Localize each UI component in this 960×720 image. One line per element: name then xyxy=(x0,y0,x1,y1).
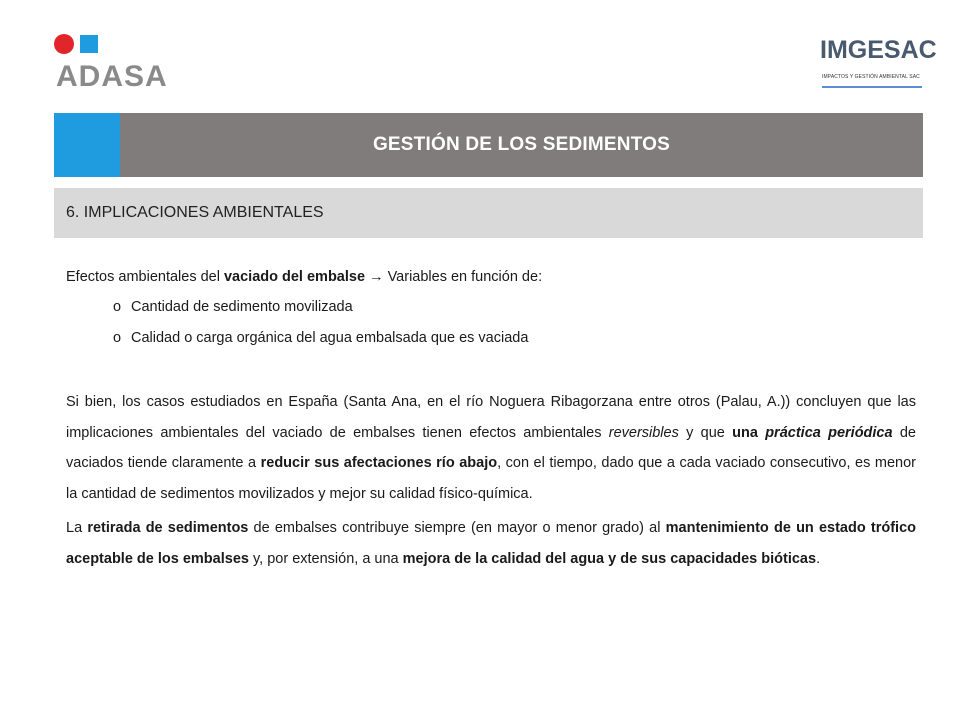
adasa-logo-square xyxy=(80,35,98,53)
arrow-right-icon: → xyxy=(369,269,384,285)
p1-text-1: Si bien, los casos estudiados en España (Santa Ana, en el río Noguera Ribagorzana entre otros (Palau, A.)) concluyen que las implicaciones ambientales del vaciado de embalses tienen efectos ambientales xyxy=(66,394,916,441)
intro-line xyxy=(66,262,916,292)
intro-text-post: Variables en función de: xyxy=(383,269,543,285)
adasa-logo-text: ADASA xyxy=(56,60,168,93)
p1-bold-2: reducir sus afectaciones río abajo xyxy=(260,455,498,471)
p2-text-4: . xyxy=(816,550,821,567)
bullet-list xyxy=(66,292,916,354)
intro-text-bold: vaciado del embalse xyxy=(223,269,366,285)
list-item-text: Calidad o carga orgánica del agua embalsada que es vaciada xyxy=(131,330,529,346)
list-item xyxy=(113,292,916,323)
p1-text-2: y que xyxy=(678,424,733,441)
p2-bold-2: mantenimiento de un estado trófico aceptable de los embalses xyxy=(66,520,916,567)
p2-text-3: y, por extensión, a una xyxy=(248,550,403,567)
imgesac-logo-tagline: IMPACTOS Y GESTIÓN AMBIENTAL SAC xyxy=(822,74,920,80)
circle-bullet-icon: o xyxy=(113,299,122,315)
slide-title: GESTIÓN DE LOS SEDIMENTOS xyxy=(120,113,923,177)
p1-bold-1: una xyxy=(732,424,766,441)
imgesac-logo-text: IMGESAC xyxy=(820,36,937,64)
imgesac-logo xyxy=(810,34,937,94)
slide-body xyxy=(66,262,916,574)
section-heading: 6. IMPLICACIONES AMBIENTALES xyxy=(54,188,923,238)
p2-text-2: de embalses contribuye siempre (en mayor o menor grado) al xyxy=(248,520,666,536)
paragraph-1 xyxy=(66,387,916,509)
title-band xyxy=(54,113,923,177)
paragraph-2 xyxy=(66,513,916,574)
p1-bold-italic-1: práctica periódica xyxy=(765,424,893,441)
list-item-text: Cantidad de sedimento movilizada xyxy=(131,299,353,315)
p1-italic-1: reversibles xyxy=(608,424,679,441)
title-accent-block xyxy=(54,113,120,177)
intro-text-pre: Efectos ambientales del xyxy=(66,269,224,285)
list-item xyxy=(113,323,916,354)
adasa-logo xyxy=(54,34,174,94)
p2-text-1: La xyxy=(66,520,88,536)
imgesac-logo-underline xyxy=(822,86,922,88)
p2-bold-1: retirada de sedimentos xyxy=(87,520,249,536)
p2-bold-3: mejora de la calidad del agua y de sus capacidades bióticas xyxy=(402,550,817,567)
adasa-logo-dot xyxy=(54,34,74,54)
circle-bullet-icon: o xyxy=(113,330,122,346)
p1-text-3: de vaciados tiende claramente a xyxy=(66,424,916,471)
p1-text-4: , con el tiempo, dado que a cada vaciado consecutivo, es menor la cantidad de sedimentos movilizados y mejor su calidad físico-química. xyxy=(66,455,916,502)
